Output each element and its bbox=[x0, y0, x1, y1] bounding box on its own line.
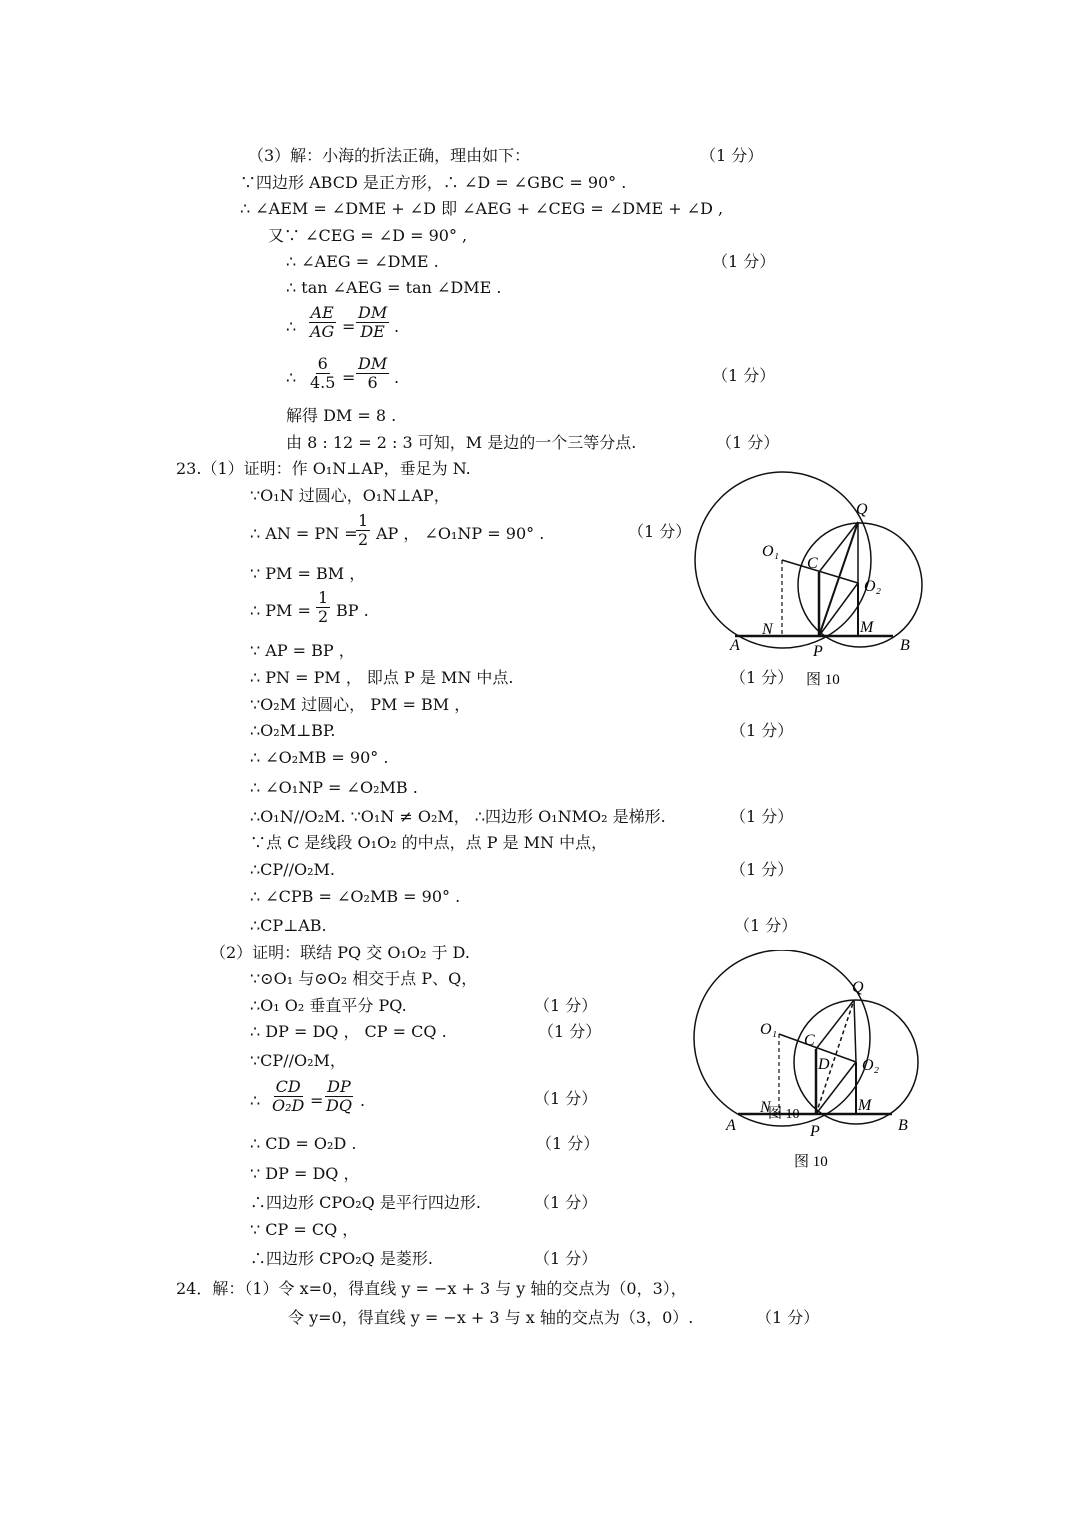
fraction-denominator: 4.5 bbox=[310, 373, 336, 392]
q23-p2-line-10: ∵ CP = CQ ， bbox=[250, 1220, 359, 1239]
fraction-6-4.5 bbox=[308, 355, 337, 392]
fraction-dm-de bbox=[356, 304, 389, 341]
label-o2: O₂ bbox=[864, 578, 882, 595]
fraction-numerator: AE bbox=[310, 303, 334, 322]
q23-line-6: ∵ AP = BP ， bbox=[250, 641, 355, 660]
label-m: M bbox=[858, 1097, 872, 1114]
q23-line-12: ∴O₁N//O₂M. ∵O₁N ≠ O₂M， ∴四边形 O₁NMO₂ 是梯形. bbox=[250, 807, 666, 826]
label-o2: O₂ bbox=[862, 1057, 880, 1074]
segment-qo2 bbox=[854, 1000, 856, 1062]
fraction-one-half bbox=[316, 589, 330, 626]
q23-line-9: ∴O₂M⊥BP. bbox=[250, 721, 336, 740]
label-o1: O₁ bbox=[760, 1021, 778, 1038]
overlap-caption: 图 10 bbox=[768, 1107, 800, 1122]
q23-line-13: ∵点 C 是线段 O₁O₂ 的中点，点 P 是 MN 中点， bbox=[250, 833, 608, 852]
part3-line-5: ∴ ∠AEG = ∠DME . bbox=[286, 252, 439, 271]
q23-line-5a: ∴ PM = bbox=[250, 601, 311, 620]
label-p: P bbox=[810, 1123, 820, 1140]
part3-line-10: 由 8 : 12 = 2 : 3 可知，M 是边的一个三等分点. bbox=[286, 433, 637, 452]
part3-line-2: ∵四边形 ABCD 是正方形，∴ ∠D = ∠GBC = 90° . bbox=[240, 173, 627, 192]
q23-p2-line-11: ∴四边形 CPO₂Q 是菱形. bbox=[250, 1249, 433, 1268]
label-o1: O₁ bbox=[762, 543, 780, 560]
label-a: A bbox=[726, 1117, 736, 1134]
score-label: （1 分） bbox=[756, 1308, 820, 1327]
fraction-numerator: DM bbox=[358, 303, 388, 322]
period: . bbox=[394, 317, 400, 336]
figure-10-bottom bbox=[690, 950, 930, 1180]
score-label: （1 分） bbox=[534, 1089, 598, 1108]
fraction-cd-o2d bbox=[270, 1078, 306, 1115]
therefore-sign: ∴ bbox=[250, 1091, 261, 1110]
label-m: M bbox=[860, 619, 874, 636]
fraction-numerator: CD bbox=[275, 1077, 301, 1096]
fraction-denominator: 6 bbox=[367, 373, 378, 392]
segment-cq bbox=[816, 1000, 854, 1049]
q23-line-11: ∴ ∠O₁NP = ∠O₂MB . bbox=[250, 778, 418, 797]
segment-cq bbox=[819, 522, 858, 572]
q23-line-15: ∴ ∠CPB = ∠O₂MB = 90° . bbox=[250, 887, 461, 906]
label-n: N bbox=[762, 621, 773, 638]
therefore-sign: ∴ bbox=[286, 368, 297, 387]
score-label: （1 分） bbox=[730, 668, 794, 687]
score-label: （1 分） bbox=[716, 433, 780, 452]
label-q: Q bbox=[852, 979, 864, 996]
fraction-ae-ag bbox=[308, 304, 336, 341]
period: . bbox=[360, 1091, 366, 1110]
label-p: P bbox=[813, 643, 823, 660]
fraction-denominator: 2 bbox=[318, 607, 329, 626]
therefore-sign: ∴ bbox=[286, 317, 297, 336]
fraction-numerator: 1 bbox=[358, 511, 369, 530]
q23-p2-line-2: ∵⊙O₁ 与⊙O₂ 相交于点 P、Q， bbox=[250, 969, 478, 988]
score-label: （1 分） bbox=[730, 807, 794, 826]
fraction-numerator: 6 bbox=[317, 354, 328, 373]
score-label: （1 分） bbox=[712, 252, 776, 271]
fraction-denominator: O₂D bbox=[272, 1096, 305, 1115]
q23-line-2: ∵O₁N 过圆心，O₁N⊥AP， bbox=[250, 486, 450, 505]
part3-line-4: 又∵ ∠CEG = ∠D = 90° , bbox=[268, 226, 468, 245]
score-label: （1 分） bbox=[534, 1249, 598, 1268]
period: . bbox=[394, 368, 400, 387]
fraction-numerator: DM bbox=[358, 354, 388, 373]
q24-line-2: 令 y=0，得直线 y = −x + 3 与 x 轴的交点为（3，0）. bbox=[288, 1308, 694, 1327]
figure-caption: 图 10 bbox=[806, 672, 840, 688]
q23-p2-line-9: ∴四边形 CPO₂Q 是平行四边形. bbox=[250, 1193, 481, 1212]
score-label: （1 分） bbox=[730, 721, 794, 740]
fraction-denominator: DQ bbox=[326, 1096, 352, 1115]
q23-p2-line-4: ∴ DP = DQ ， CP = CQ . bbox=[250, 1022, 447, 1041]
q23-line-4: ∵ PM = BM ， bbox=[250, 564, 366, 583]
score-label: （1 分） bbox=[700, 146, 764, 165]
label-b: B bbox=[900, 637, 910, 654]
fraction-denominator: DE bbox=[360, 322, 385, 341]
q23-line-3b: AP ， ∠O₁NP = 90° . bbox=[376, 524, 545, 543]
label-q: Q bbox=[856, 501, 868, 518]
figure-caption: 图 10 bbox=[794, 1154, 828, 1170]
label-a: A bbox=[730, 637, 740, 654]
score-label: （1 分） bbox=[538, 1022, 602, 1041]
score-label: （1 分） bbox=[534, 996, 598, 1015]
fraction-denominator: AG bbox=[310, 322, 335, 341]
label-b: B bbox=[898, 1117, 908, 1134]
part3-line-1: （3）解：小海的折法正确，理由如下： bbox=[248, 146, 531, 165]
score-label: （1 分） bbox=[536, 1134, 600, 1153]
label-c: C bbox=[807, 555, 818, 572]
fraction-numerator: 1 bbox=[318, 588, 329, 607]
q23-line-1: 23.（1）证明：作 O₁N⊥AP，垂足为 N. bbox=[176, 459, 471, 478]
label-c: C bbox=[804, 1032, 815, 1049]
part3-line-3: ∴ ∠AEM = ∠DME + ∠D 即 ∠AEG + ∠CEG = ∠DME + ∠D , bbox=[240, 199, 724, 218]
q23-line-7: ∴ PN = PM ， 即点 P 是 MN 中点. bbox=[250, 668, 514, 687]
score-label: （1 分） bbox=[730, 860, 794, 879]
equals-sign: = bbox=[310, 1091, 324, 1110]
q23-line-10: ∴ ∠O₂MB = 90° . bbox=[250, 748, 389, 767]
label-d: D bbox=[818, 1056, 830, 1073]
score-label: （1 分） bbox=[534, 1193, 598, 1212]
segment-pq bbox=[819, 522, 858, 636]
fraction-dp-dq bbox=[324, 1078, 354, 1115]
q23-line-5b: BP . bbox=[336, 601, 369, 620]
q23-line-3a: ∴ AN = PN = bbox=[250, 524, 358, 543]
score-label: （1 分） bbox=[712, 366, 776, 385]
fraction-dm-6 bbox=[356, 355, 389, 392]
q23-p2-line-1: （2）证明：联结 PQ 交 O₁O₂ 于 D. bbox=[210, 943, 470, 962]
q23-line-14: ∴CP//O₂M. bbox=[250, 860, 335, 879]
circle-o1 bbox=[694, 950, 870, 1126]
score-label: （1 分） bbox=[628, 522, 692, 541]
q24-line-1: 24．解：（1）令 x=0，得直线 y = −x + 3 与 y 轴的交点为（0，3）， bbox=[176, 1279, 687, 1298]
part3-line-6: ∴ tan ∠AEG = tan ∠DME . bbox=[286, 278, 502, 297]
part3-line-9: 解得 DM = 8 . bbox=[286, 406, 397, 425]
figure-10-top bbox=[690, 470, 930, 700]
q23-line-8: ∵O₂M 过圆心， PM = BM ， bbox=[250, 695, 471, 714]
q23-p2-line-5: ∵CP//O₂M， bbox=[250, 1051, 346, 1070]
fraction-denominator: 2 bbox=[358, 530, 369, 549]
label-n: N bbox=[760, 1099, 771, 1116]
equals-sign: = bbox=[342, 317, 356, 336]
fraction-one-half bbox=[356, 512, 370, 549]
q23-p2-line-8: ∵ DP = DQ ， bbox=[250, 1164, 360, 1183]
q23-p2-line-3: ∴O₁ O₂ 垂直平分 PQ. bbox=[250, 996, 407, 1015]
q23-line-16: ∴CP⊥AB. bbox=[250, 916, 327, 935]
fraction-numerator: DP bbox=[327, 1077, 351, 1096]
q23-p2-line-7: ∴ CD = O₂D . bbox=[250, 1134, 357, 1153]
equals-sign: = bbox=[342, 368, 356, 387]
score-label: （1 分） bbox=[734, 916, 798, 935]
